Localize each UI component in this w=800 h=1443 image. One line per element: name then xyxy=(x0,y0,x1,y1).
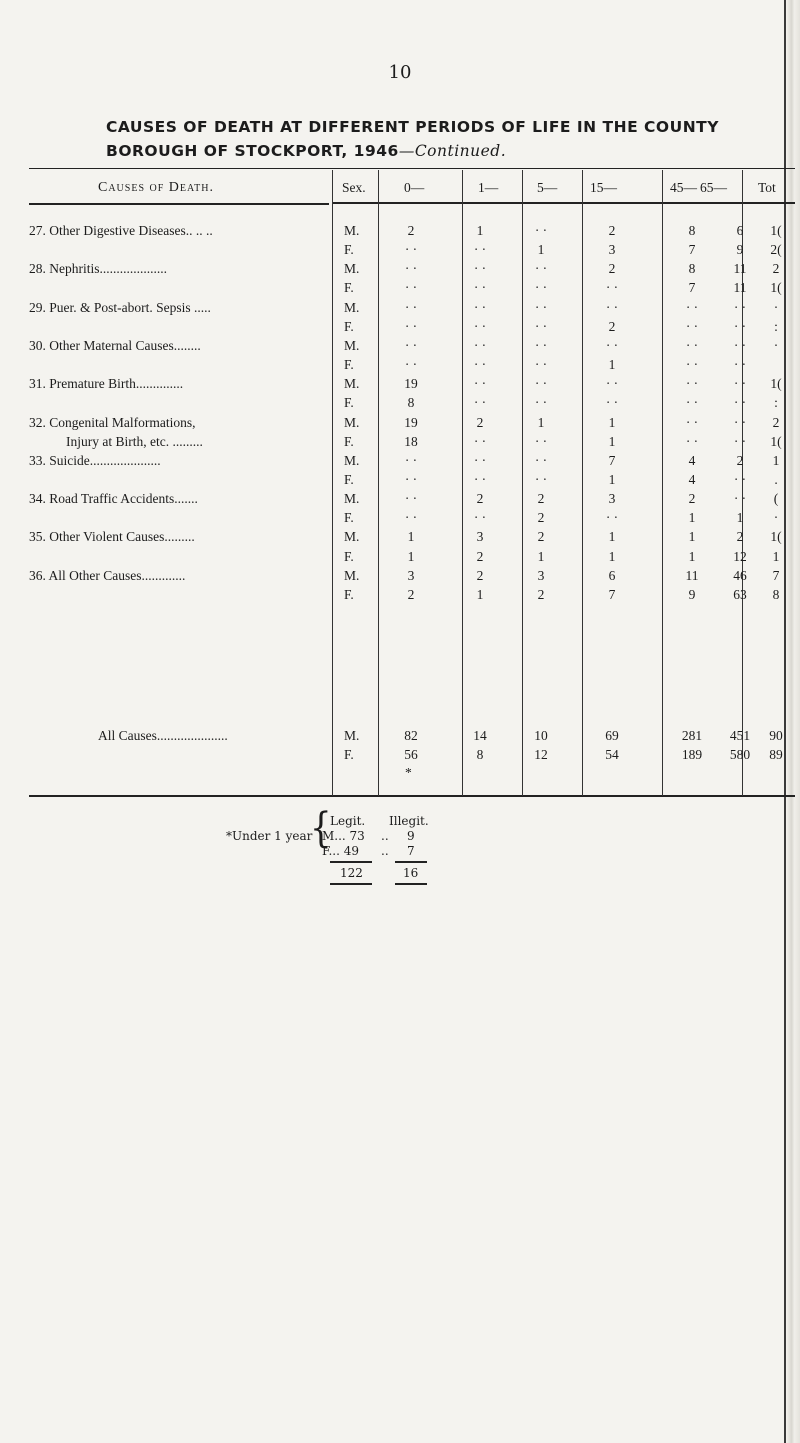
value-cell: 54 xyxy=(605,747,619,762)
value-cell: · · xyxy=(685,376,699,392)
value-cell: 2 xyxy=(608,223,616,238)
value-cell: · · xyxy=(534,223,548,238)
value-cell: 82 xyxy=(404,728,418,743)
value-cell: · · xyxy=(473,376,487,392)
cause-row xyxy=(0,242,800,262)
value-cell: 1 xyxy=(688,529,696,545)
value-cell: 14 xyxy=(473,728,487,743)
page-edge xyxy=(784,0,800,1443)
table-bottom-rule xyxy=(29,795,795,797)
value-cell: · · xyxy=(733,414,747,430)
sex-label: F. xyxy=(344,318,354,334)
value-cell: 2( xyxy=(770,242,782,258)
value-cell: · · xyxy=(473,471,487,487)
value-cell: 2 xyxy=(537,510,545,526)
footnote-total-legit: 122 xyxy=(340,866,363,880)
value-cell: 1 xyxy=(608,548,616,564)
value-cell: 4 xyxy=(688,471,696,487)
value-cell: 1 xyxy=(537,548,545,564)
value-cell: 1( xyxy=(770,529,782,545)
value-cell: · · xyxy=(534,337,548,353)
footnote-m-sep: .. xyxy=(381,829,389,843)
header-age-65: 65— xyxy=(700,180,727,195)
value-cell: 89 xyxy=(769,747,783,762)
value-cell: 8 xyxy=(688,223,696,238)
cause-row xyxy=(0,319,800,339)
page-title-line2 xyxy=(106,142,800,160)
sex-label: M. xyxy=(344,337,360,353)
value-cell: · · xyxy=(605,299,619,315)
cause-row xyxy=(0,568,800,588)
value-cell: · · xyxy=(733,357,747,373)
sex-label: F. xyxy=(344,747,354,762)
value-cell: 18 xyxy=(404,433,418,449)
cause-label: 27. Other Digestive Diseases.. .. .. xyxy=(29,223,213,238)
value-cell: · · xyxy=(685,395,699,411)
sex-label: M. xyxy=(344,414,360,430)
value-cell: · xyxy=(773,337,779,353)
value-cell: 1 xyxy=(688,548,696,564)
cause-row xyxy=(0,357,800,377)
value-cell: 2 xyxy=(772,414,780,430)
value-cell: 1 xyxy=(537,414,545,430)
value-cell: · · xyxy=(404,337,418,353)
cause-label: 35. Other Violent Causes......... xyxy=(29,529,195,545)
value-cell: 90 xyxy=(769,728,783,743)
value-cell: · · xyxy=(685,337,699,353)
value-cell: 3 xyxy=(608,491,616,507)
value-cell: 2 xyxy=(537,491,545,507)
value-cell: 1 xyxy=(688,510,696,526)
value-cell: 69 xyxy=(605,728,619,743)
value-cell: 3 xyxy=(407,567,415,583)
value-cell: 1 xyxy=(537,242,545,258)
cause-row xyxy=(0,549,800,569)
cause-row xyxy=(0,300,800,320)
cause-label: 32. Congenital Malformations, xyxy=(29,414,196,430)
value-cell: 2 xyxy=(772,261,780,277)
value-cell: 1 xyxy=(608,414,616,430)
value-cell: · · xyxy=(534,280,548,296)
total-row xyxy=(0,747,800,767)
cause-label: 29. Puer. & Post-abort. Sepsis ..... xyxy=(29,299,211,315)
value-cell: · · xyxy=(733,376,747,392)
value-cell: · xyxy=(773,510,779,526)
value-cell: 11 xyxy=(685,567,699,583)
footnote-f-sep: .. xyxy=(381,844,389,858)
value-cell: 281 xyxy=(681,728,703,743)
value-cell: 1 xyxy=(772,548,780,564)
value-cell: · · xyxy=(473,280,487,296)
header-age-5: 5— xyxy=(537,180,558,195)
value-cell: 7 xyxy=(688,242,696,258)
sex-label: F. xyxy=(344,471,354,487)
value-cell: · · xyxy=(473,337,487,353)
value-cell: · · xyxy=(605,280,619,296)
value-cell: 8 xyxy=(407,395,415,411)
value-cell: 1 xyxy=(608,357,616,373)
value-cell: 2 xyxy=(688,491,696,507)
sex-label: F. xyxy=(344,510,354,526)
footnote-rule-illegit-top xyxy=(395,861,427,863)
header-total: Tot xyxy=(758,180,776,195)
footnote-total-illegit: 16 xyxy=(403,866,419,880)
value-cell: 56 xyxy=(404,747,418,762)
value-cell: 63 xyxy=(733,586,747,602)
value-cell: 1 xyxy=(476,586,484,602)
value-cell: · · xyxy=(605,337,619,353)
value-cell: · · xyxy=(404,242,418,258)
value-cell: · · xyxy=(605,510,619,526)
sex-label: M. xyxy=(344,567,360,583)
sex-label: F. xyxy=(344,242,354,258)
value-cell: 3 xyxy=(476,529,484,545)
value-cell: · · xyxy=(534,452,548,468)
value-cell: · · xyxy=(404,491,418,507)
value-cell: · · xyxy=(404,318,418,334)
cause-label: 31. Premature Birth.............. xyxy=(29,376,184,392)
footnote-m-illegit: 9 xyxy=(407,829,415,843)
header-age-1: 1— xyxy=(478,180,499,195)
cause-row xyxy=(0,376,800,396)
value-cell: · · xyxy=(733,299,747,315)
value-cell: 1 xyxy=(407,529,415,545)
value-cell: : xyxy=(774,395,778,411)
value-cell: · · xyxy=(733,395,747,411)
sex-label: F. xyxy=(344,548,354,564)
sex-label: M. xyxy=(344,452,360,468)
value-cell: · · xyxy=(473,299,487,315)
header-age-15: 15— xyxy=(590,180,617,195)
value-cell: · · xyxy=(733,318,747,334)
value-cell: · · xyxy=(605,395,619,411)
value-cell: 19 xyxy=(404,414,418,430)
table-top-rule xyxy=(29,168,795,169)
value-cell: 1 xyxy=(772,452,780,468)
value-cell: · · xyxy=(473,261,487,277)
footnote-rule-legit-bottom xyxy=(330,883,372,885)
cause-row xyxy=(0,587,800,607)
cause-row xyxy=(0,395,800,415)
sex-label: M. xyxy=(344,261,360,277)
header-causes: Causes of Death. xyxy=(98,180,214,195)
value-cell: · · xyxy=(534,261,548,277)
value-cell: · xyxy=(773,299,779,315)
sex-label: M. xyxy=(344,223,360,238)
value-cell: 12 xyxy=(534,747,548,762)
value-cell: 8 xyxy=(476,747,484,762)
value-cell: 2 xyxy=(608,318,616,334)
value-cell: 580 xyxy=(729,747,751,762)
value-cell: · · xyxy=(534,318,548,334)
value-cell: . xyxy=(774,471,778,487)
value-cell: 11 xyxy=(733,280,747,296)
cause-row xyxy=(0,434,800,454)
value-cell: 2 xyxy=(608,261,616,277)
value-cell: 2 xyxy=(537,529,545,545)
cause-row xyxy=(0,491,800,511)
value-cell: 2 xyxy=(476,567,484,583)
value-cell: 1 xyxy=(736,510,744,526)
value-cell: · · xyxy=(685,299,699,315)
value-cell: 4 xyxy=(688,452,696,468)
value-cell: · · xyxy=(473,510,487,526)
value-cell: · · xyxy=(685,414,699,430)
sex-label: F. xyxy=(344,395,354,411)
value-cell: : xyxy=(774,318,778,334)
value-cell: · · xyxy=(534,376,548,392)
value-cell: 2 xyxy=(736,529,744,545)
cause-row xyxy=(0,529,800,549)
value-cell: · · xyxy=(473,433,487,449)
cause-label: 36. All Other Causes............. xyxy=(29,567,186,583)
footnote-f-illegit: 7 xyxy=(407,844,415,858)
value-cell: 2 xyxy=(407,586,415,602)
value-cell: · · xyxy=(473,395,487,411)
footnote-rule-legit-top xyxy=(330,861,372,863)
value-cell: 6 xyxy=(608,567,616,583)
value-cell: · · xyxy=(404,280,418,296)
value-cell: 9 xyxy=(688,586,696,602)
cause-row xyxy=(0,510,800,530)
value-cell: · · xyxy=(473,452,487,468)
value-cell: 451 xyxy=(729,728,751,743)
value-cell: 1( xyxy=(770,376,782,392)
header-age-0: 0— xyxy=(404,180,425,195)
cause-label: 30. Other Maternal Causes........ xyxy=(29,337,201,353)
value-cell: · · xyxy=(534,395,548,411)
value-cell: 19 xyxy=(404,376,418,392)
sex-label: M. xyxy=(344,529,360,545)
footnote-legit-header: Legit. xyxy=(330,814,366,828)
value-cell: 2 xyxy=(407,223,415,238)
value-cell: 1 xyxy=(608,471,616,487)
value-cell: 1 xyxy=(608,433,616,449)
cause-label: 28. Nephritis.................... xyxy=(29,261,167,277)
value-cell: 46 xyxy=(733,567,747,583)
sex-label: F. xyxy=(344,357,354,373)
header-sex: Sex. xyxy=(342,180,366,195)
value-cell: · · xyxy=(685,433,699,449)
value-cell: · · xyxy=(685,357,699,373)
cause-row xyxy=(0,261,800,281)
footnote-under-1-label: *Under 1 year xyxy=(226,829,313,843)
value-cell: 6 xyxy=(736,223,744,238)
value-cell: 2 xyxy=(476,548,484,564)
sex-label: M. xyxy=(344,376,360,392)
value-cell: · · xyxy=(733,337,747,353)
sex-label: M. xyxy=(344,491,360,507)
value-cell: · · xyxy=(473,318,487,334)
value-cell: 189 xyxy=(681,747,703,762)
value-cell: 2 xyxy=(736,452,744,468)
value-cell: · · xyxy=(473,357,487,373)
sex-label: F. xyxy=(344,280,354,296)
cause-row xyxy=(0,415,800,435)
sex-label: M. xyxy=(344,299,360,315)
sex-label: F. xyxy=(344,586,354,602)
value-cell: · · xyxy=(404,452,418,468)
value-cell: 7 xyxy=(688,280,696,296)
asterisk-marker: * xyxy=(405,765,412,780)
cause-row xyxy=(0,280,800,300)
page-number: 10 xyxy=(388,62,412,83)
cause-row xyxy=(0,223,800,243)
value-cell: 7 xyxy=(608,586,616,602)
value-cell: · · xyxy=(534,357,548,373)
title-continued: —Continued. xyxy=(398,142,507,160)
value-cell: 2 xyxy=(476,491,484,507)
value-cell: · · xyxy=(534,433,548,449)
causes-header-underline xyxy=(29,203,329,205)
value-cell: · · xyxy=(404,510,418,526)
value-cell: 8 xyxy=(688,261,696,277)
sex-label: M. xyxy=(344,728,360,743)
value-cell: · · xyxy=(534,471,548,487)
value-cell: · · xyxy=(404,357,418,373)
value-cell: · · xyxy=(473,242,487,258)
header-age-45: 45— xyxy=(670,180,697,195)
footnote-f-legit: F... 49 xyxy=(322,844,359,858)
cause-row xyxy=(0,338,800,358)
total-row xyxy=(0,728,800,748)
value-cell: · · xyxy=(685,318,699,334)
cause-label: 34. Road Traffic Accidents....... xyxy=(29,491,198,507)
value-cell: 3 xyxy=(608,242,616,258)
footnote-illegit-header: Illegit. xyxy=(389,814,429,828)
value-cell: · · xyxy=(404,471,418,487)
cause-label: All Causes..................... xyxy=(98,728,228,743)
cause-row xyxy=(0,472,800,492)
value-cell: 2 xyxy=(537,586,545,602)
value-cell: 11 xyxy=(733,261,747,277)
value-cell: 1 xyxy=(476,223,484,238)
value-cell: 1 xyxy=(608,529,616,545)
footnote-brace: { xyxy=(310,805,332,853)
title-line2-text: BOROUGH OF STOCKPORT, 1946 xyxy=(106,142,399,160)
value-cell: · · xyxy=(733,433,747,449)
header-bottom-rule xyxy=(332,202,795,204)
value-cell: · · xyxy=(404,299,418,315)
value-cell: 7 xyxy=(608,452,616,468)
value-cell: ( xyxy=(773,491,779,507)
value-cell: 1( xyxy=(770,280,782,296)
value-cell: 1 xyxy=(407,548,415,564)
cause-label: 33. Suicide..................... xyxy=(29,452,161,468)
cause-label: Injury at Birth, etc. ......... xyxy=(66,433,203,449)
value-cell: 2 xyxy=(476,414,484,430)
value-cell: 8 xyxy=(772,586,780,602)
page-title-line1: CAUSES OF DEATH AT DIFFERENT PERIODS OF LIFE IN THE COUNTY xyxy=(106,118,719,136)
value-cell: · · xyxy=(404,261,418,277)
value-cell: 1( xyxy=(770,433,782,449)
sex-label: F. xyxy=(344,433,354,449)
value-cell: · · xyxy=(605,376,619,392)
footnote-m-legit: M... 73 xyxy=(322,829,365,843)
value-cell: 9 xyxy=(736,242,744,258)
value-cell: 7 xyxy=(772,567,780,583)
value-cell: 3 xyxy=(537,567,545,583)
value-cell: 10 xyxy=(534,728,548,743)
value-cell: · · xyxy=(733,491,747,507)
value-cell: · · xyxy=(534,299,548,315)
footnote-rule-illegit-bottom xyxy=(395,883,427,885)
value-cell: · · xyxy=(733,471,747,487)
value-cell: 12 xyxy=(733,548,747,564)
value-cell: 1( xyxy=(770,223,782,238)
cause-row xyxy=(0,453,800,473)
